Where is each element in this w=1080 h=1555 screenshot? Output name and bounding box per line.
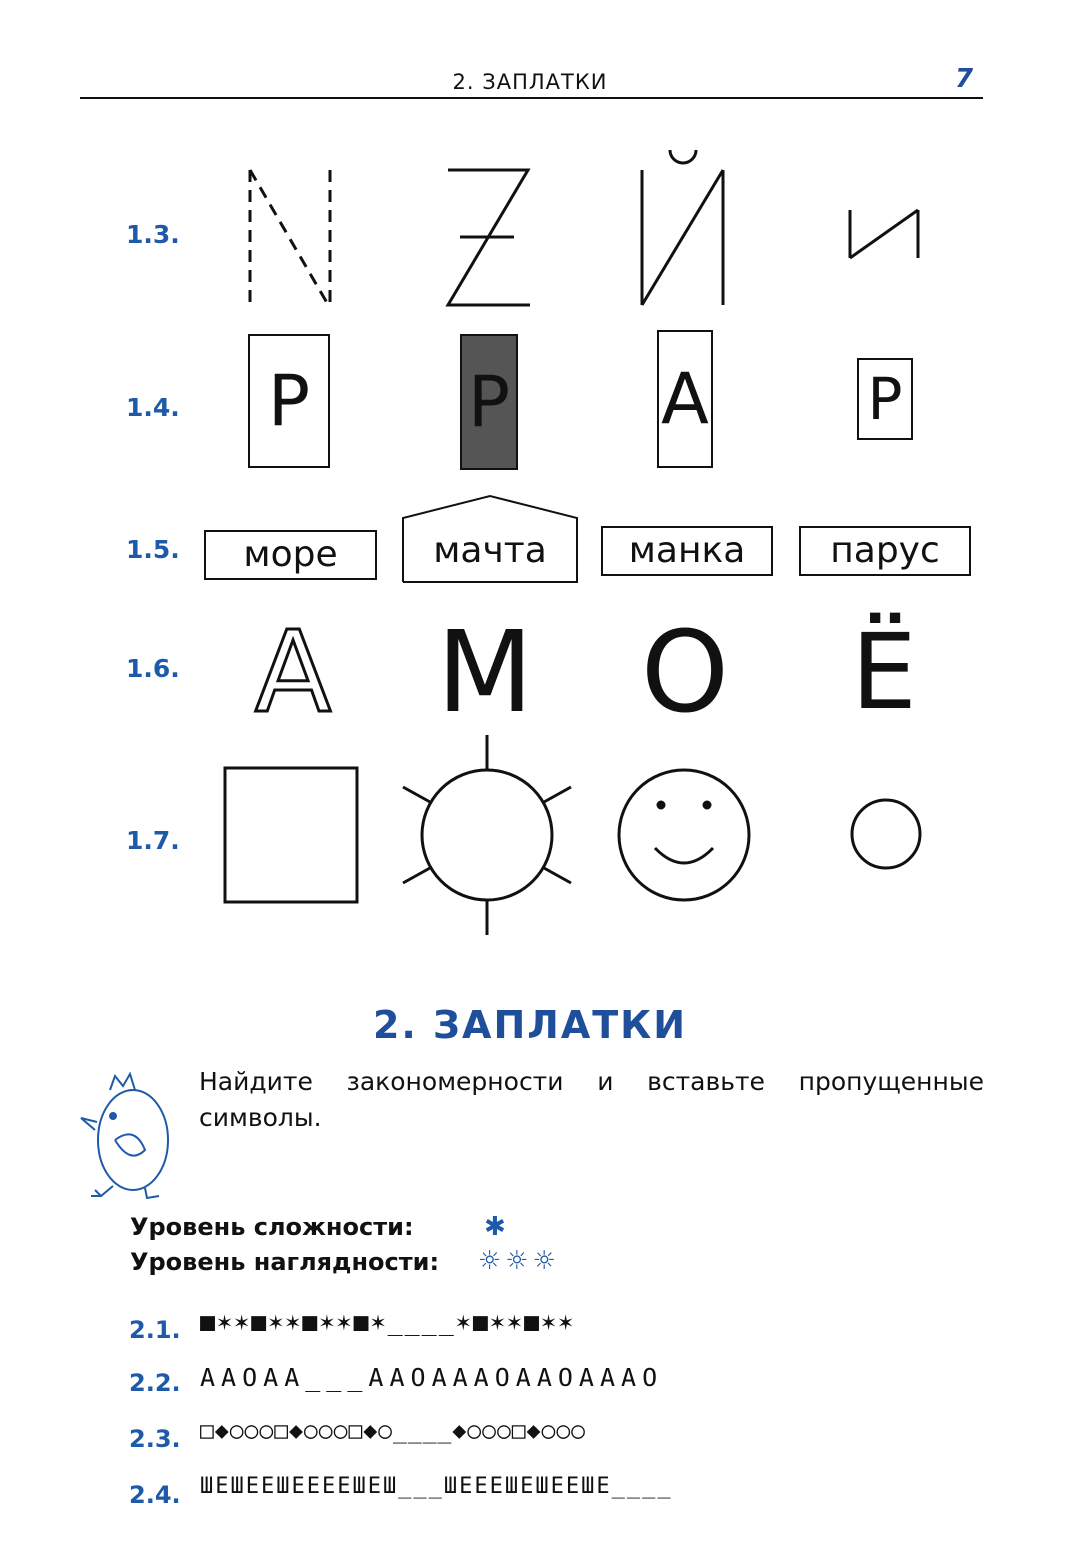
framed-letter-3: [657, 330, 713, 468]
framed-letter-2-shaded: [460, 334, 518, 470]
sequence-2-2: AAOAA___AAOAAAOAAOAAAO: [200, 1363, 664, 1392]
framed-letter-text: P: [867, 365, 903, 433]
page-number: 7: [955, 64, 974, 94]
clarity-label: Уровень наглядности:: [130, 1248, 440, 1276]
row-label-1-7: 1.7.: [126, 826, 180, 855]
z-figure: [448, 170, 530, 305]
i-figure: [850, 210, 918, 258]
running-header: 2. ЗАПЛАТКИ: [452, 70, 608, 94]
word-box-4: парус: [799, 526, 971, 576]
sequence-label-2-1: 2.1.: [129, 1316, 181, 1344]
framed-letter-text: P: [267, 360, 311, 442]
solid-letter-1: M: [436, 608, 534, 738]
dashed-n-figure: [250, 170, 330, 308]
word-box-2: мачта: [433, 530, 547, 571]
outlined-letter: A: [254, 608, 332, 738]
row-label-1-6: 1.6.: [126, 654, 180, 683]
clarity-mark-icons: ☼☼☼: [478, 1246, 560, 1276]
small-circle-figure: [852, 800, 920, 868]
header-rule: [80, 97, 983, 99]
row-label-1-5: 1.5.: [126, 535, 180, 564]
smiley-figure: [619, 770, 749, 900]
difficulty-mark-icon: ✱: [484, 1212, 510, 1242]
sequence-2-3: □◆○○○□◆○○○□◆○____◆○○○□◆○○○: [200, 1418, 587, 1444]
sequence-2-1: ■✶✶■✶✶■✶✶■✶____✶■✶✶■✶✶: [200, 1307, 576, 1336]
framed-letter-text: A: [661, 358, 709, 440]
task-instruction: Найдите закономерности и вставьте пропущенные символы.: [199, 1067, 984, 1132]
sequence-2-4: ШЕШЕЕШЕЕЕЕШЕШ___ШЕЕЕШЕШЕЕШЕ____: [200, 1474, 673, 1499]
row-1-3-figures: [230, 140, 950, 315]
word-box-1: море: [204, 530, 377, 580]
row-label-1-3: 1.3.: [126, 220, 180, 249]
sun-figure: [403, 735, 571, 935]
row-1-7-figures: [215, 730, 935, 940]
square-figure: [225, 768, 357, 902]
short-i-figure: [642, 150, 723, 305]
sequence-label-2-4: 2.4.: [129, 1481, 181, 1509]
sequence-label-2-2: 2.2.: [129, 1369, 181, 1397]
solid-letter-2: O: [640, 608, 730, 738]
framed-letter-1: [248, 334, 330, 468]
solid-letter-3: Ё: [851, 611, 917, 733]
framed-letter-text: P: [467, 361, 511, 443]
chick-icon: [75, 1070, 190, 1205]
framed-letter-4: [857, 358, 913, 440]
sequence-label-2-3: 2.3.: [129, 1425, 181, 1453]
row-label-1-4: 1.4.: [126, 393, 180, 422]
word-box-3: манка: [601, 526, 773, 576]
section-title: 2. ЗАПЛАТКИ: [372, 1003, 688, 1047]
difficulty-label: Уровень сложности:: [130, 1213, 414, 1241]
